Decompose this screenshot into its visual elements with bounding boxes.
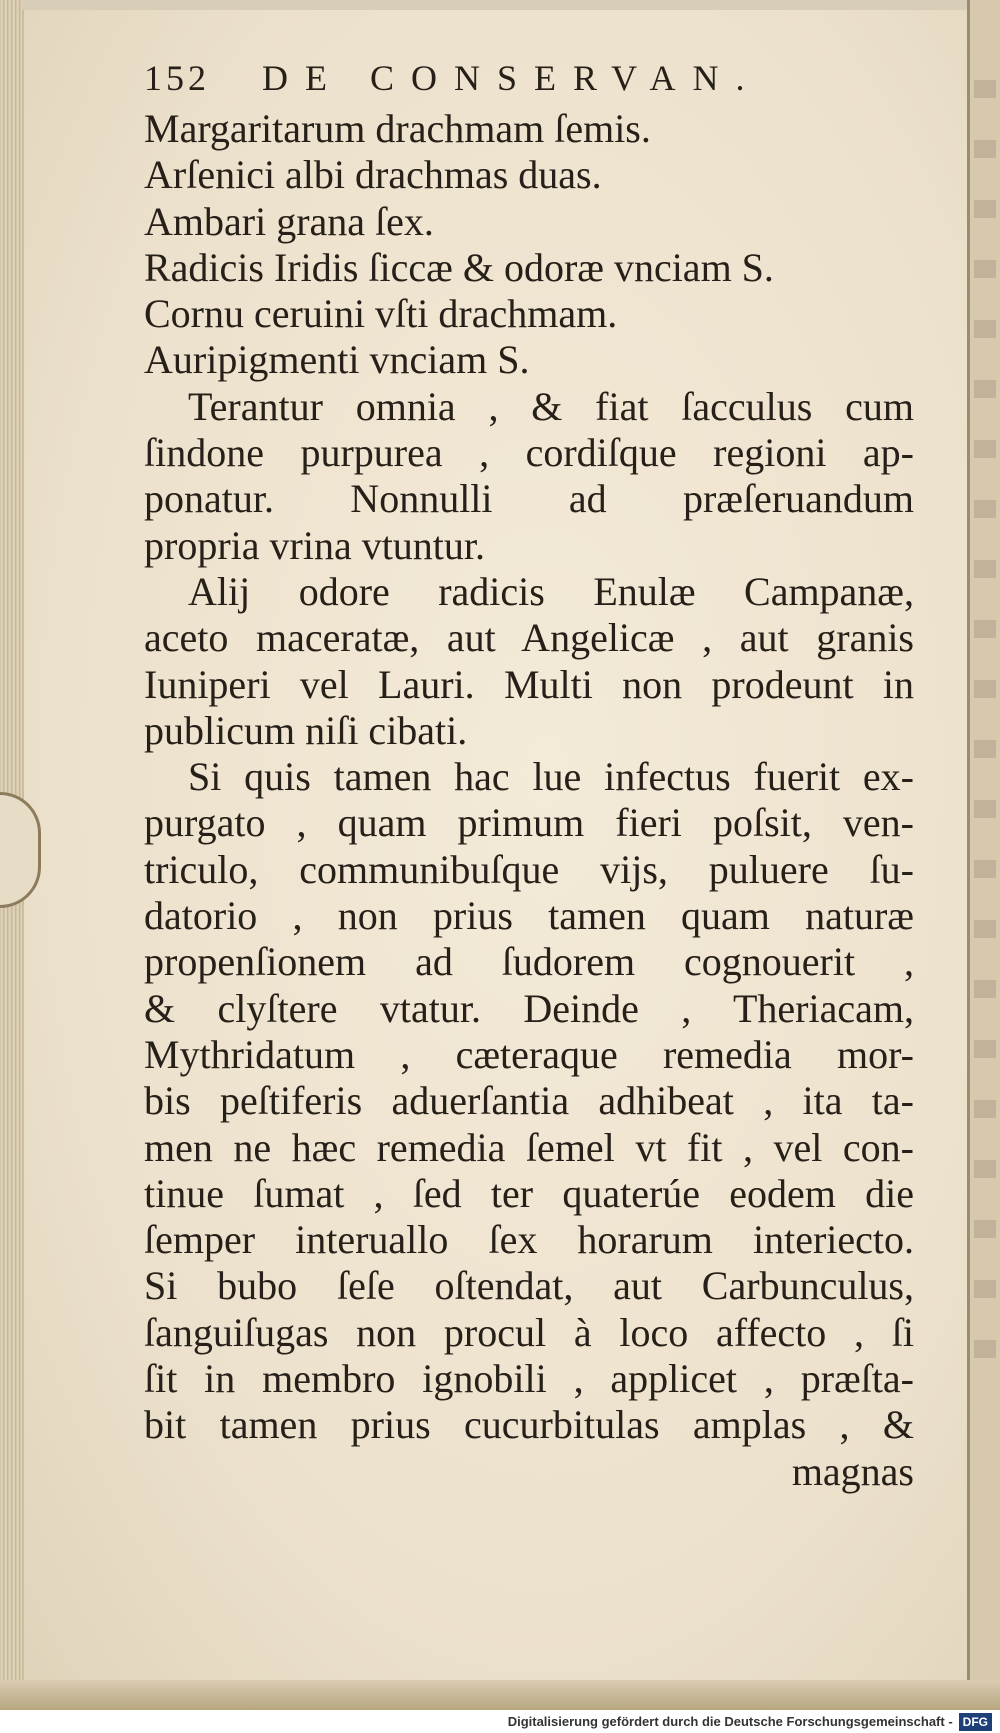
text-line: tinue ſumat , ſed ter quaterúe eodem die [144,1170,914,1216]
text-line: Margaritarum drachmam ſemis. [144,106,651,151]
running-title: DE CONSERVAN. [262,58,762,98]
text-line: Si quis tamen hac lue infectus fuerit ex- [188,754,914,800]
running-header [144,50,914,106]
text-line: Iuniperi vel Lauri. Multi non prodeunt in [144,661,914,707]
text-line: men ne hæc remedia ſemel vt fit , vel con- [144,1124,914,1170]
dfg-logo: DFG [959,1713,992,1731]
text-line: datorio , non prius tamen quam naturæ [144,893,914,939]
text-line: purgato , quam primum fieri poſsit, ven- [144,800,914,846]
bottom-page-edge [0,1680,1000,1710]
text-line: publicum niſi cibati. [144,707,468,753]
text-line: Ambari grana ſex. [144,198,434,244]
text-line: Terantur omnia , & fiat ſacculus cum [188,383,914,429]
text-line: ſit in membro ignobili , applicet , præſta- [144,1356,914,1402]
page-number: 152 [144,58,210,98]
digitization-footer [0,1710,1000,1733]
facing-page-bleedthrough [974,80,996,1380]
text-line: Cornu ceruini vſti drachmam. [144,291,618,337]
text-line: propria vrina vtuntur. [144,522,486,568]
text-line: aceto maceratæ, aut Angelicæ , aut granis [144,615,914,661]
funding-notice: Digitalisierung gefördert durch die Deutsche Forschungsgemeinschaft - [507,1714,953,1729]
text-line: ſanguiſugas non procul à loco affecto , ſi [144,1309,914,1355]
text-line: Radicis Iridis ſiccæ & odoræ vnciam S. [144,244,774,290]
text-line: ſindone purpurea , cordiſque regioni ap- [144,430,914,476]
catchword: magnas [791,1448,914,1494]
text-block [144,50,914,1495]
text-line: Mythridatum , cæteraque remedia mor- [144,1031,914,1077]
text-line: bis peſtiferis aduerſantia adhibeat , ita ta- [144,1078,914,1124]
text-line: Alij odore radicis Enulæ Campanæ, [188,568,914,614]
text-line: bit tamen prius cucurbitulas amplas , & [144,1402,914,1448]
text-line: & clyſtere vtatur. Deinde , Theriacam, [144,985,914,1031]
text-line: ponatur. Nonnulli ad præſeruandum [144,476,914,522]
facing-page-edge [967,0,1000,1705]
text-line: Auripigmenti vnciam S. [144,337,530,383]
text-line: ſemper interuallo ſex horarum interiecto. [144,1217,914,1263]
text-line: triculo, communibuſque vijs, puluere ſu- [144,846,914,892]
text-line: propenſionem ad ſudorem cognouerit , [144,939,914,985]
text-line: Arſenici albi drachmas duas. [144,152,602,198]
text-line: Si bubo ſeſe oſtendat, aut Carbunculus, [144,1263,914,1309]
